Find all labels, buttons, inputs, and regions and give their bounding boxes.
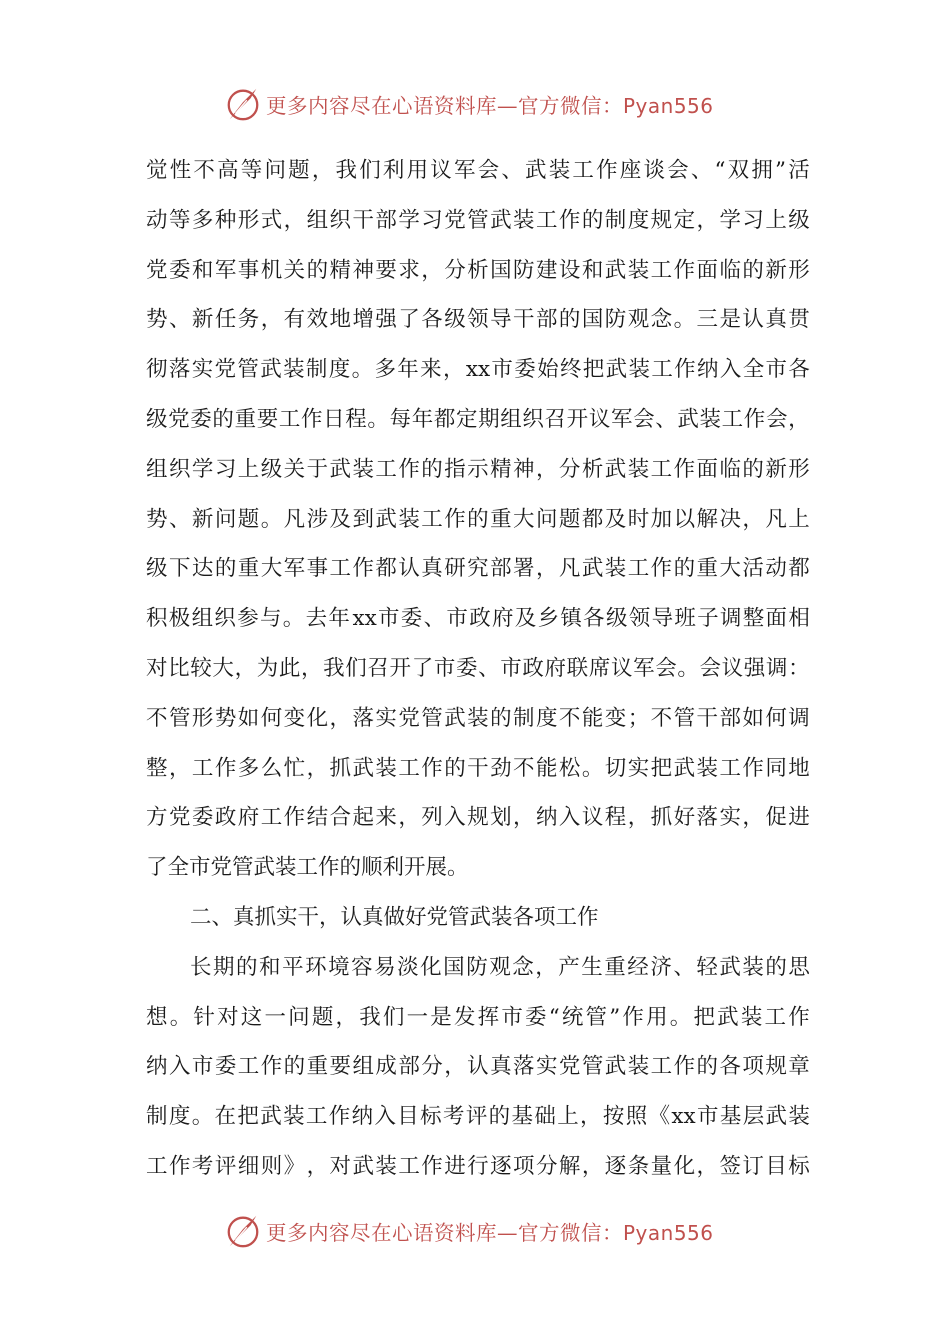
section-heading: 二、真抓实干，认真做好党管武装各项工作 xyxy=(190,904,599,930)
text-line: 级 党 委 的 重 要 工 作 日 程 。 每 年 都 定 期 组 织 召 开 议 军 会 、 武 装 工 作 会 ， xyxy=(146,406,810,432)
text-line: 整 ， 工 作 多 么 忙 ， 抓 武 装 工 作 的 干 劲 不 能 松 。 切 实 把 武 装 工 作 同 地 xyxy=(146,755,810,781)
text-line: 积 极 组 织 参 与 。 去 年 xx 市 委 、 市 政 府 及 乡 镇 各 级 领 导 班 子 调 整 面 相 xyxy=(146,606,810,632)
text-line: 不 管 形 势 如 何 变 化 ， 落 实 党 管 武 装 的 制 度 不 能 变 ； 不 管 干 部 如 何 调 xyxy=(146,705,810,731)
text-line: 组 织 学 习 上 级 关 于 武 装 工 作 的 指 示 精 神 ， 分 析 武 装 工 作 面 临 的 新 形 xyxy=(146,456,810,482)
text-line: 制 度 。 在 把 武 装 工 作 纳 入 目 标 考 评 的 基 础 上 ， 按 照 《 xx 市 基 层 武 装 xyxy=(146,1104,810,1130)
header-banner-text: 更多内容尽在心语资料库—官方微信：Pyan556 xyxy=(266,94,714,118)
text-line: 党 委 和 军 事 机 关 的 精 神 要 求 ， 分 析 国 防 建 设 和 武 装 工 作 面 临 的 新 形 xyxy=(146,257,810,283)
text-line: 纳 入 市 委 工 作 的 重 要 组 成 部 分 ， 认 真 落 实 党 管 武 装 工 作 的 各 项 规 章 xyxy=(146,1054,810,1080)
text-line: 长 期 的 和 平 环 境 容 易 淡 化 国 防 观 念 ， 产 生 重 经 济 、 轻 武 装 的 思 xyxy=(190,954,810,980)
text-line: 对 比 较 大 ， 为 此 ， 我 们 召 开 了 市 委 、 市 政 府 联 席 议 军 会 。 会 议 强 调 ： xyxy=(146,655,810,681)
text-line: 级 下 达 的 重 大 军 事 工 作 都 认 真 研 究 部 署 ， 凡 武 装 工 作 的 重 大 活 动 都 xyxy=(146,556,810,582)
text-line: 想 。 针 对 这 一 问 题 ， 我 们 一 是 发 挥 市 委 “ 统 管 ” 作 用 。 把 武 装 工 作 xyxy=(146,1004,810,1030)
text-line: 彻 落 实 党 管 武 装 制 度 。 多 年 来 ， xx 市 委 始 终 把 武 装 工 作 纳 入 全 市 各 xyxy=(146,357,810,383)
text-line: 觉 性 不 高 等 问 题 ， 我 们 利 用 议 军 会 、 武 装 工 作 座 谈 会 、 “ 双 拥 ” 活 xyxy=(146,158,810,183)
document-body xyxy=(146,146,810,1192)
footer-banner-text: 更多内容尽在心语资料库—官方微信：Pyan556 xyxy=(266,1221,714,1245)
header-wechat-id: Pyan556 xyxy=(623,94,714,118)
text-line: 势 、 新 任 务 ， 有 效 地 增 强 了 各 级 领 导 干 部 的 国 防 观 念 。 三 是 认 真 贯 xyxy=(146,307,810,333)
quill-pen-circle-icon xyxy=(224,1212,262,1250)
text-line: 势 、 新 问 题 。 凡 涉 及 到 武 装 工 作 的 重 大 问 题 都 及 时 加 以 解 决 ， 凡 上 xyxy=(146,506,810,532)
text-line: 工 作 考 评 细 则 》 ， 对 武 装 工 作 进 行 逐 项 分 解 ， 逐 条 量 化 ， 签 订 目 标 xyxy=(146,1153,810,1179)
text-line: 方 党 委 政 府 工 作 结 合 起 来 ， 列 入 规 划 ， 纳 入 议 程 ， 抓 好 落 实 ， 促 进 xyxy=(146,805,810,831)
header-banner xyxy=(224,84,744,124)
quill-pen-circle-icon xyxy=(224,85,262,123)
text-line: 动 等 多 种 形 式 ， 组 织 干 部 学 习 党 管 武 装 工 作 的 制 度 规 定 ， 学 习 上 级 xyxy=(146,207,810,233)
footer-wechat-id: Pyan556 xyxy=(623,1221,714,1245)
footer-banner xyxy=(224,1211,744,1251)
text-line: 了全市党管武装工作的顺利开展。 xyxy=(146,855,469,881)
